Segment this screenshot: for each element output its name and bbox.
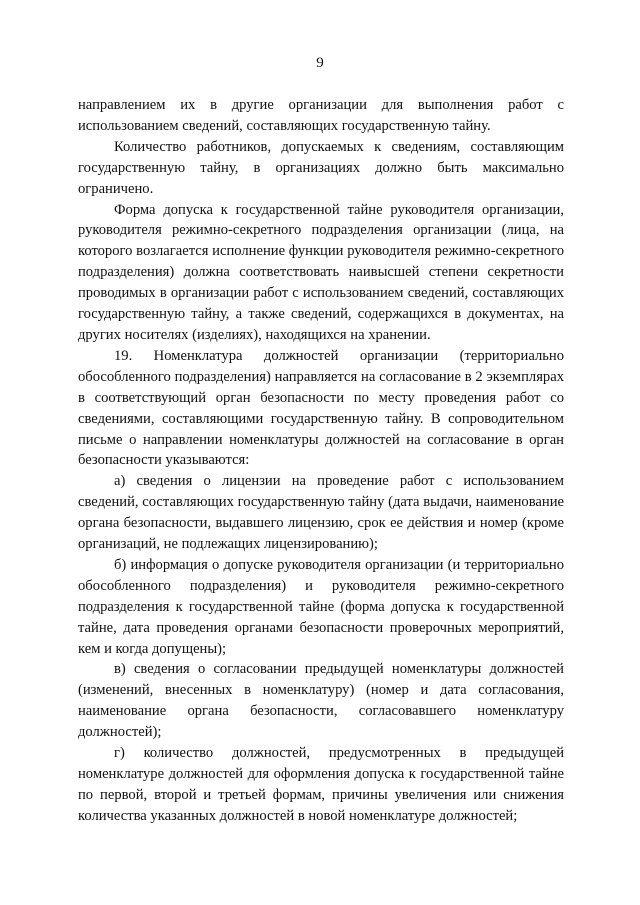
page-number: 9 xyxy=(316,55,324,71)
paragraph-clearance-form: Форма допуска к государственной тайне руководителя организации, руководителя режимно-секретного подразделения организации (лица, на которого возлагается исполнение функции руководителя режимно-секретного подразделения) должна соответствовать наивысшей степени секретности проводимых в организации работ с использованием сведений, составляющих государственную тайну, а также сведений, содержащихся в документах, на других носителях (изделиях), находящихся на хранении. xyxy=(78,201,564,343)
paragraph-staff-limit: Количество работников, допускаемых к сведениям, составляющим государственную тайну, в организациях должно быть максимально ограничено. xyxy=(78,138,564,197)
document-body xyxy=(78,95,564,827)
paragraph-continuation: направлением их в другие организации для выполнения работ с использованием сведений, составляющих государственную тайну. xyxy=(78,97,564,134)
paragraph-subitem-a: а) сведения о лицензии на проведение работ с использованием сведений, составляющих государственную тайну (дата выдачи, наименование органа безопасности, выдавшего лицензию, срок ее действия и номер (кроме организаций, не подлежащих лицензированию); xyxy=(78,473,564,553)
paragraph-subitem-b: б) информация о допуске руководителя организации (и территориально обособленного подразделения) и руководителя режимно-секретного подразделения к государственной тайне (форма допуска к государственной тайне, дата проведения органами безопасности проверочных мероприятий, кем и когда допущены); xyxy=(78,556,564,657)
paragraph-subitem-g: г) количество должностей, предусмотренных в предыдущей номенклатуре должностей для оформления допуска к государственной тайне по первой, второй и третьей формам, причины увеличения или снижения количества указанных должностей в новой номенклатуре должностей; xyxy=(78,745,564,824)
paragraph-item-19: 19. Номенклатура должностей организации (территориально обособленного подразделения) направляется на согласование в 2 экземплярах в соответствующий орган безопасности по месту проведения работ со сведениями, составляющими государственную тайну. В сопроводительном письме о направлении номенклатуры должностей на согласование в орган безопасности указываются: xyxy=(78,347,564,469)
paragraph-subitem-v: в) сведения о согласовании предыдущей номенклатуры должностей (изменений, внесенных в номенклатуру) (номер и дата согласования, наименование органа безопасности, согласовавшего номенклатуру должностей); xyxy=(78,661,564,741)
